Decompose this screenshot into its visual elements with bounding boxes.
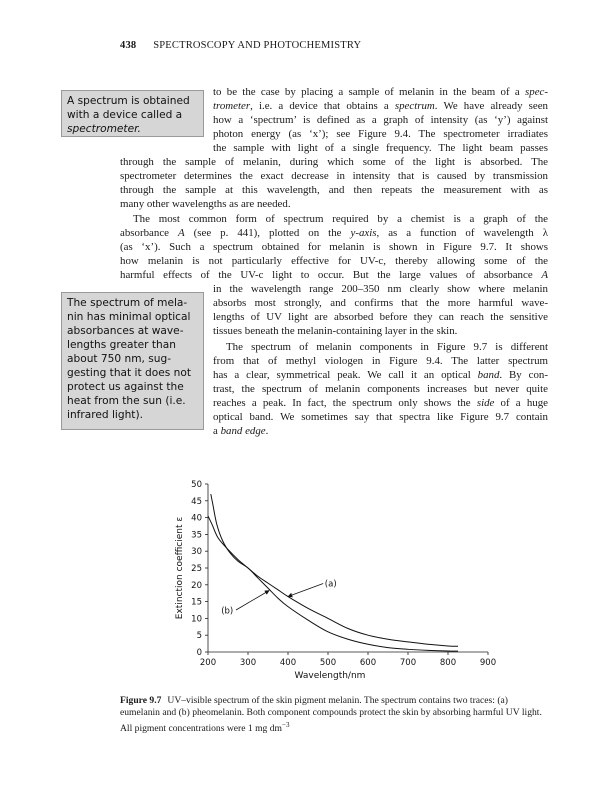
running-header xyxy=(120,40,361,51)
body-line: spectrometer determines the exact decrease in intensity that is caused by transmission xyxy=(120,170,548,182)
sidenote-line: lengths greater than xyxy=(67,339,176,351)
y-tick-label: 50 xyxy=(191,480,202,490)
body-line: optical band. We sometimes say that spectra like Figure 9.7 contain xyxy=(213,411,548,423)
x-tick-label: 700 xyxy=(399,658,417,668)
body-line: The most common form of spectrum required by a chemist is a graph of the xyxy=(133,213,548,225)
body-line: through the sample of melanin, during which some of the light is absorbed. The xyxy=(120,156,548,168)
caption-superscript: −3 xyxy=(282,721,290,729)
melanin-spectrum-chart xyxy=(160,475,510,685)
body-line: trometer, i.e. a device that obtains a spectrum. We have already seen xyxy=(213,100,548,112)
body-line: lengths of UV light are absorbed before they can reach the sensitive xyxy=(213,311,548,323)
sidenote-line: A spectrum is obtained xyxy=(67,95,190,107)
body-line: through the sample at this wavelength, and then repeats the measurement with as xyxy=(120,184,548,196)
sidenote-spectrometer xyxy=(61,90,204,137)
annotation-b-arrow xyxy=(236,591,269,610)
sidenote-line: absorbances at wave- xyxy=(67,325,184,337)
y-tick-label: 10 xyxy=(191,614,202,625)
sidenote-line: protect us against the xyxy=(67,381,184,393)
y-tick-label: 40 xyxy=(191,513,202,524)
y-tick-label: 0 xyxy=(196,648,202,658)
x-axis-label: Wavelength/nm xyxy=(294,671,366,681)
x-tick-label: 200 xyxy=(199,658,217,668)
caption-text: UV–visible spectrum of the skin pigment melanin. The spectrum contains two traces: (a) eumelanin and (b) pheomelanin. Both component compounds protect the skin by absorbing harmful UV light. All pigment concentrations were 1 mg dm xyxy=(120,695,542,735)
body-line: to be the case by placing a sample of melanin in the beam of a spec- xyxy=(213,86,548,98)
body-line: trast, the spectrum of melanin components increases but never quite xyxy=(213,383,548,395)
body-line: (as ‘x’). Such a spectrum obtained for melanin is shown in Figure 9.7. It shows xyxy=(120,241,548,253)
body-line: how melanin is not particularly effective for UV-c, thereby allowing some of the xyxy=(120,255,548,267)
x-tick-label: 600 xyxy=(359,658,377,668)
body-line: how a ‘spectrum’ is defined as a graph of intensity (as ‘y’) against xyxy=(213,114,548,126)
annotation-b: (b) xyxy=(221,606,234,617)
x-tick-label: 900 xyxy=(479,658,497,668)
body-line: in the wavelength range 200–350 nm clearly show where melanin xyxy=(213,283,548,295)
sidenote-line: spectrometer. xyxy=(67,123,141,135)
body-line: harmful effects of the UV-c light to occur. But the large values of absorbance A xyxy=(120,269,548,281)
x-tick-label: 300 xyxy=(239,658,257,668)
annotation-a-arrow xyxy=(288,583,323,596)
y-tick-label: 20 xyxy=(191,580,202,591)
sidenote-line: gesting that it does not xyxy=(67,367,191,379)
body-line: many other wavelengths as are needed. xyxy=(120,198,291,210)
series-line-b xyxy=(211,494,458,651)
body-line: The spectrum of melanin components in Figure 9.7 is different xyxy=(226,341,548,353)
sidenote-line: about 750 nm, sug- xyxy=(67,353,172,365)
page-number: 438 xyxy=(120,40,137,51)
y-tick-label: 5 xyxy=(196,631,202,642)
y-tick-label: 25 xyxy=(191,564,202,574)
running-title: SPECTROSCOPY AND PHOTOCHEMISTRY xyxy=(153,40,362,51)
sidenote-line: heat from the sun (i.e. xyxy=(67,395,186,407)
caption-label: Figure 9.7 xyxy=(120,695,162,706)
body-line: absorbs most strongly, and confirms that the more harmful wave- xyxy=(213,297,548,309)
x-tick-label: 400 xyxy=(279,658,297,668)
sidenote-line: The spectrum of mela- xyxy=(67,297,188,309)
body-line: photon energy (as ‘x’); see Figure 9.4. The spectrometer irradiates xyxy=(213,128,548,140)
y-axis-label: Extinction coefficient ε xyxy=(175,516,185,620)
x-tick-label: 800 xyxy=(439,658,457,668)
y-tick-label: 35 xyxy=(191,530,202,541)
body-line: tissues beneath the melanin-containing layer in the skin. xyxy=(213,325,458,337)
annotation-a: (a) xyxy=(324,579,337,590)
body-line: absorbance A (see p. 441), plotted on the y-axis, as a function of wavelength λ xyxy=(120,227,548,239)
y-tick-label: 45 xyxy=(191,496,202,507)
y-tick-label: 15 xyxy=(191,597,202,608)
sidenote-line: nin has minimal optical xyxy=(67,311,191,323)
body-line: a band edge. xyxy=(213,425,269,437)
body-line: the sample with light of a single frequency. The light beam passes xyxy=(213,142,548,154)
body-line: from that of methyl viologen in Figure 9.4. The latter spectrum xyxy=(213,355,548,367)
figure-caption xyxy=(120,695,548,735)
body-line: reaches a peak. In fact, the spectrum only shows the side of a huge xyxy=(213,397,548,409)
sidenote-line: with a device called a xyxy=(67,109,183,121)
y-tick-label: 30 xyxy=(191,547,202,558)
sidenote-infrared xyxy=(61,292,204,430)
x-tick-label: 500 xyxy=(319,658,337,668)
body-line: has a clear, symmetrical peak. We call it an optical band. By con- xyxy=(213,369,549,381)
sidenote-line: infrared light). xyxy=(67,409,143,421)
